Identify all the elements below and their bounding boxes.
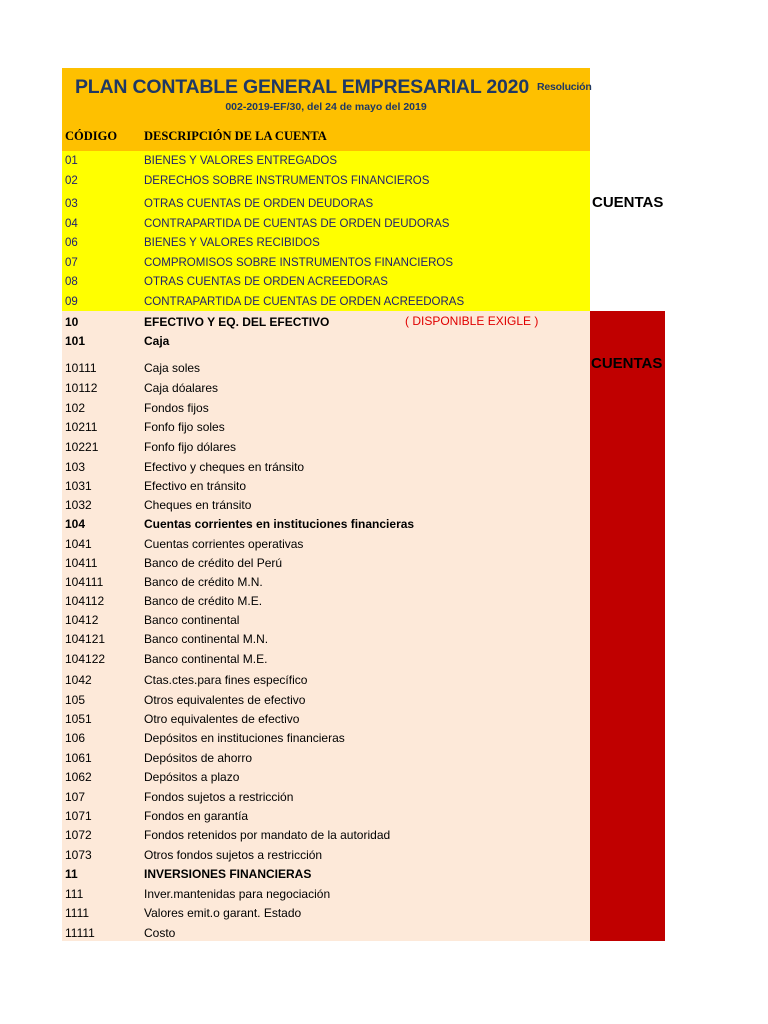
- account-description: COMPROMISOS SOBRE INSTRUMENTOS FINANCIEROS: [144, 257, 454, 269]
- account-code: 106: [65, 731, 86, 745]
- account-code: 104111: [65, 575, 104, 589]
- account-code: 10221: [65, 440, 99, 454]
- account-row: [62, 749, 590, 768]
- account-row: [62, 924, 590, 943]
- document-title: PLAN CONTABLE GENERAL EMPRESARIAL 2020 Resolución: [75, 76, 592, 98]
- account-code: 04: [65, 218, 78, 230]
- orden-account-row: [62, 173, 590, 192]
- account-row: [62, 807, 590, 826]
- account-description: Banco continental: [144, 613, 240, 627]
- account-row: [62, 904, 590, 923]
- account-row: [62, 691, 590, 710]
- account-code: 1031: [65, 479, 92, 493]
- account-description: Fonfo fijo soles: [144, 420, 225, 434]
- account-row: [62, 399, 590, 418]
- account-code: 06: [65, 237, 78, 249]
- resolution-label: Resolución: [536, 81, 592, 93]
- document-title-banner: [62, 68, 590, 121]
- account-row: [62, 359, 590, 378]
- orden-account-row: [62, 235, 590, 254]
- account-code: 1072: [65, 828, 92, 842]
- account-row: [62, 729, 590, 748]
- account-code: 10111: [65, 361, 97, 375]
- account-code: 104: [65, 517, 86, 531]
- document-subtitle: 002-2019-EF/30, del 24 de mayo del 2019: [225, 101, 427, 113]
- account-description: Efectivo y cheques en tránsito: [144, 460, 305, 474]
- account-description: Inver.mantenidas para negociación: [144, 887, 331, 901]
- orden-account-row: [62, 216, 590, 235]
- account-row: [62, 710, 590, 729]
- account-code: 10112: [65, 381, 98, 395]
- account-description: Banco de crédito M.E.: [144, 594, 263, 608]
- account-row: [62, 650, 590, 669]
- account-code: 01: [65, 155, 78, 167]
- account-description: Fonfo fijo dólares: [144, 440, 237, 454]
- account-description: Caja dóalares: [144, 381, 219, 395]
- account-row: [62, 865, 590, 884]
- account-code: 11: [65, 867, 78, 881]
- account-code: 10: [65, 315, 79, 329]
- account-row: [62, 535, 590, 554]
- account-code: 101: [65, 334, 86, 348]
- account-description: Otro equivalentes de efectivo: [144, 712, 300, 726]
- account-code: 1042: [65, 673, 92, 687]
- account-code: 111: [65, 887, 84, 901]
- account-code: 104122: [65, 652, 106, 666]
- account-description: Cheques en tránsito: [144, 498, 252, 512]
- account-code: 1111: [65, 906, 90, 920]
- account-row: [62, 573, 590, 592]
- account-row: [62, 671, 590, 690]
- account-code: 102: [65, 401, 86, 415]
- account-description: OTRAS CUENTAS DE ORDEN ACREEDORAS: [144, 276, 388, 288]
- side-red-band: [590, 311, 665, 941]
- account-row: [62, 496, 590, 515]
- account-row: [62, 418, 590, 437]
- account-description: BIENES Y VALORES RECIBIDOS: [144, 237, 320, 249]
- account-row: [62, 438, 590, 457]
- account-code: 1071: [65, 809, 92, 823]
- header-description: DESCRIPCIÓN DE LA CUENTA: [144, 129, 327, 143]
- account-row: [62, 885, 590, 904]
- account-description: Banco de crédito del Perú: [144, 556, 283, 570]
- side-label-balance-clip: [590, 355, 665, 377]
- account-description: EFECTIVO Y EQ. DEL EFECTIVO: [144, 315, 330, 329]
- account-code: 03: [65, 198, 78, 210]
- account-code: 08: [65, 276, 78, 288]
- account-code: 02: [65, 175, 78, 187]
- account-code: 1041: [65, 537, 92, 551]
- account-description: Caja soles: [144, 361, 201, 375]
- account-description: Fondos retenidos por mandato de la autoridad: [144, 828, 391, 842]
- account-code: 1062: [65, 770, 92, 784]
- account-code: 1073: [65, 848, 92, 862]
- table-header: [62, 121, 590, 151]
- account-description: CONTRAPARTIDA DE CUENTAS DE ORDEN DEUDORAS: [144, 218, 450, 230]
- account-code: 1032: [65, 498, 92, 512]
- orden-account-row: [62, 294, 590, 313]
- account-description: CONTRAPARTIDA DE CUENTAS DE ORDEN ACREEDORAS: [144, 296, 465, 308]
- account-description: INVERSIONES FINANCIERAS: [144, 867, 312, 881]
- account-code: 105: [65, 693, 86, 707]
- account-description: Fondos en garantía: [144, 809, 249, 823]
- account-description: Cuentas corrientes operativas: [144, 537, 304, 551]
- account-row: [62, 379, 590, 398]
- account-description: Otros equivalentes de efectivo: [144, 693, 306, 707]
- orden-account-row: [62, 255, 590, 274]
- account-row: [62, 554, 590, 573]
- orden-account-row: [62, 274, 590, 293]
- account-row: [62, 332, 590, 351]
- account-row: [62, 788, 590, 807]
- account-code: 10411: [65, 556, 98, 570]
- account-code: 107: [65, 790, 86, 804]
- account-code: 104121: [65, 632, 106, 646]
- account-description: Otros fondos sujetos a restricción: [144, 848, 323, 862]
- account-description: Banco continental M.N.: [144, 632, 269, 646]
- account-row: [62, 458, 590, 477]
- account-row: [62, 592, 590, 611]
- account-row: [62, 826, 590, 845]
- account-code: 09: [65, 296, 78, 308]
- account-description: Banco continental M.E.: [144, 652, 268, 666]
- account-row: [62, 611, 590, 630]
- account-description: Depósitos de ahorro: [144, 751, 253, 765]
- account-description: Depósitos a plazo: [144, 770, 240, 784]
- account-description: DERECHOS SOBRE INSTRUMENTOS FINANCIEROS: [144, 175, 430, 187]
- account-row: [62, 768, 590, 787]
- orden-account-row: [62, 196, 590, 215]
- orden-account-row: [62, 153, 590, 172]
- account-row: [62, 630, 590, 649]
- account-code: 1051: [65, 712, 92, 726]
- account-description: Efectivo en tránsito: [144, 479, 247, 493]
- account-row: [62, 846, 590, 865]
- account-code: 104112: [65, 594, 105, 608]
- header-code: CÓDIGO: [65, 129, 118, 143]
- account-description: Depósitos en instituciones financieras: [144, 731, 345, 745]
- account-description: Costo: [144, 926, 176, 940]
- account-description: Ctas.ctes.para fines específico: [144, 673, 308, 687]
- account-description: BIENES Y VALORES ENTREGADOS: [144, 155, 338, 167]
- account-description: Fondos sujetos a restricción: [144, 790, 294, 804]
- side-label-orden: CUENTAS: [592, 194, 664, 211]
- account-description: Cuentas corrientes en instituciones financieras: [144, 517, 415, 531]
- account-code: 11111: [65, 926, 95, 940]
- account-code: 10211: [65, 420, 98, 434]
- account-description: Valores emit.o garant. Estado: [144, 906, 302, 920]
- account-description: Fondos fijos: [144, 401, 209, 415]
- account-code: 07: [65, 257, 78, 269]
- account-description: Banco de crédito M.N.: [144, 575, 263, 589]
- account-row: [62, 477, 590, 496]
- account-code: 1061: [65, 751, 92, 765]
- account-code: 10412: [65, 613, 99, 627]
- account-description: OTRAS CUENTAS DE ORDEN DEUDORAS: [144, 198, 374, 210]
- account-description: Caja: [144, 334, 170, 348]
- account-row: [62, 515, 590, 534]
- disponible-note: ( DISPONIBLE EXIGLE ): [405, 314, 539, 328]
- side-label-balance: CUENTAS: [591, 355, 663, 372]
- account-code: 103: [65, 460, 86, 474]
